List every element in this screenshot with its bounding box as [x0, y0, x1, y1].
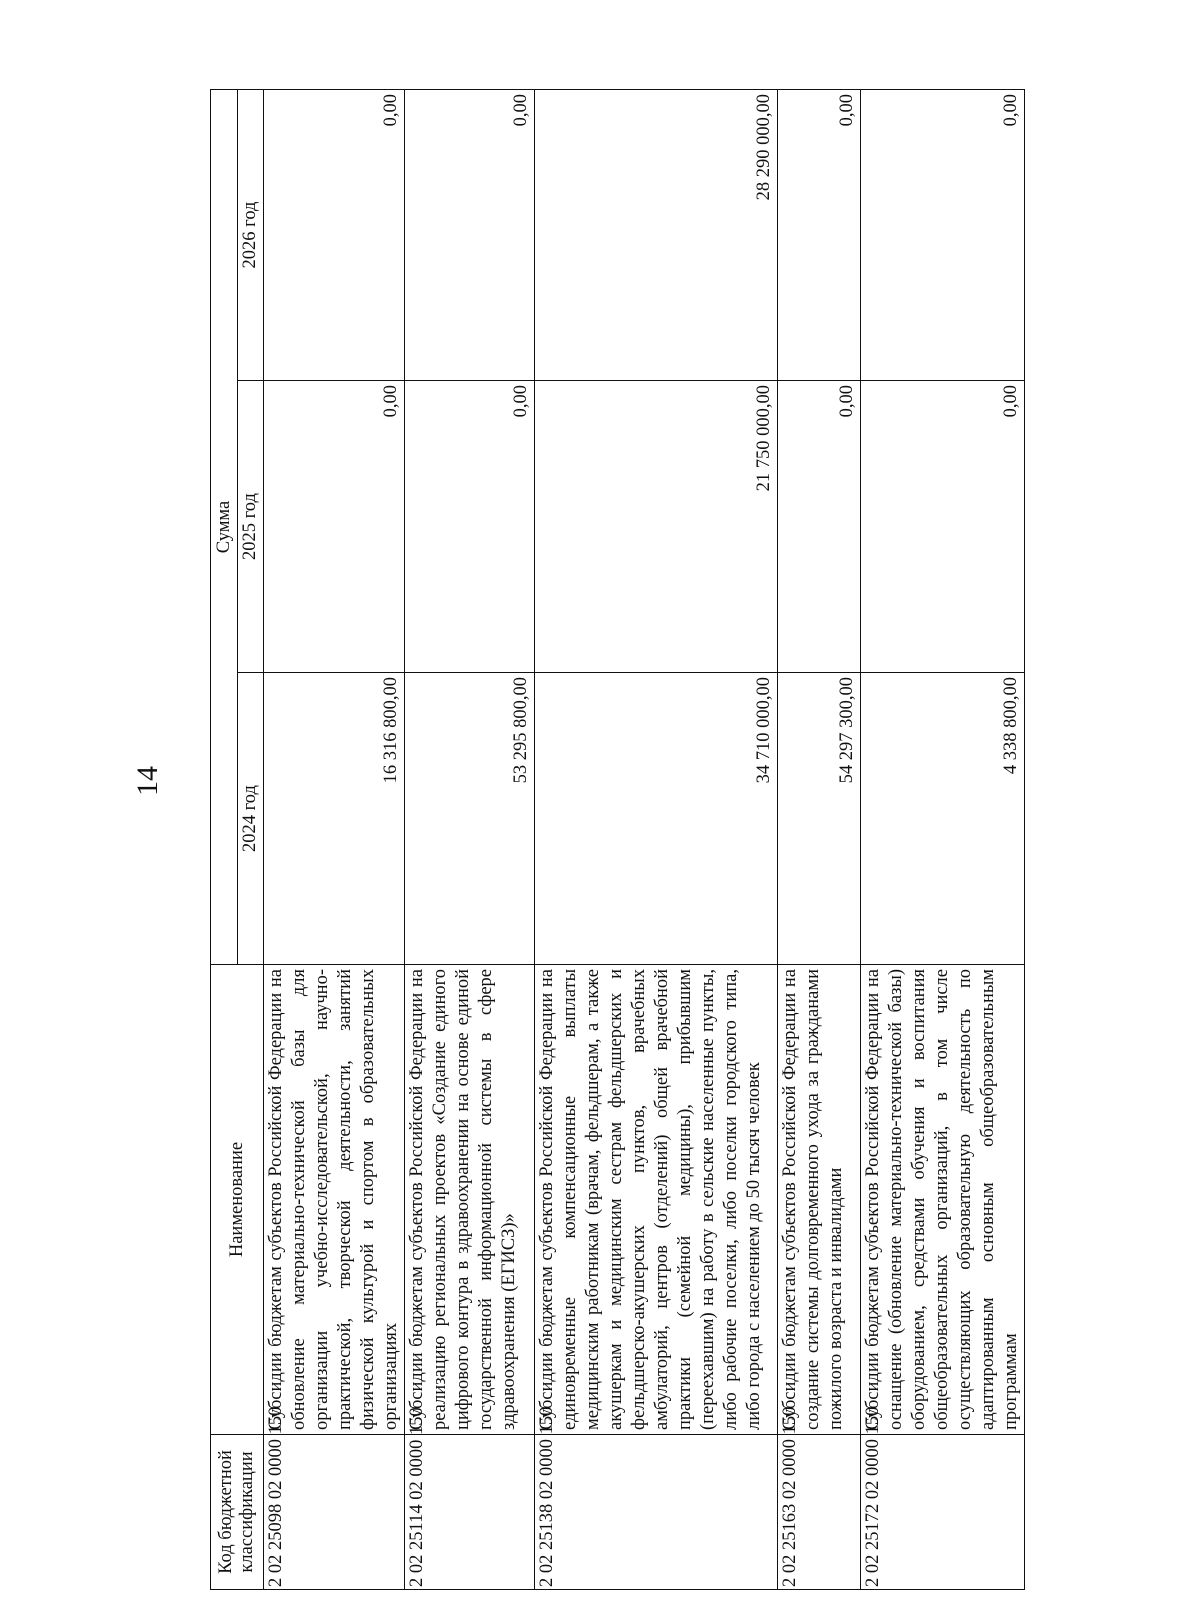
header-year-2024: 2024 год — [238, 673, 264, 965]
row-amount-2024: 34 710 000,00 — [535, 673, 778, 965]
table-row — [861, 89, 1025, 1589]
row-amount-2025: 0,00 — [405, 381, 535, 673]
row-amount-2026: 0,00 — [405, 89, 535, 380]
row-name: Субсидии бюджетам субъектов Российской Федерации на единовременные компенсационные выплаты медицинским работникам (врачам, фельдшерам, а также акушеркам и медицинским сестрам фельдшерских и фельдшерско-акушерских пунктов, врачебных амбулаторий, центров (отделений) общей врачебной практики (семейной медицины), прибывшим (переехавшим) на работу в сельские населенные пункты, либо рабочие поселки, либо поселки городского типа, либо города с населением до 50 тысяч человек — [535, 965, 778, 1435]
table-row — [535, 89, 778, 1589]
row-name: Субсидии бюджетам субъектов Российской Федерации на оснащение (обновление материально-технической базы) оборудованием, средствами обучения и воспитания общеобразовательных организаций, в том числе осуществляющих образовательную деятельность по адаптированным основным общеобразовательным программам — [861, 965, 1025, 1435]
budget-table-rotated — [210, 90, 1021, 1590]
row-amount-2025: 0,00 — [861, 381, 1025, 673]
header-code: Код бюджетной классификации — [211, 1435, 264, 1590]
row-name: Субсидии бюджетам субъектов Российской Федерации на обновление материально-технической базы для организации учебно-исследовательской, научно-практической, творческой деятельности, занятий физической культурой и спортом в образовательных организациях — [264, 965, 405, 1435]
row-code: 2 02 25098 02 0000 150 — [264, 1435, 405, 1590]
header-row-top — [211, 89, 238, 1589]
row-amount-2024: 54 297 300,00 — [778, 673, 861, 965]
row-amount-2024: 53 295 800,00 — [405, 673, 535, 965]
row-code: 2 02 25172 02 0000 150 — [861, 1435, 1025, 1590]
header-sum: Сумма — [211, 89, 238, 964]
row-amount-2026: 28 290 000,00 — [535, 89, 778, 380]
row-code: 2 02 25114 02 0000 150 — [405, 1435, 535, 1590]
row-name: Субсидии бюджетам субъектов Российской Федерации на реализацию региональных проектов «Создание единого цифрового контура в здравоохранении на основе единой государственной информационной системы в сфере здравоохранения (ЕГИСЗ)» — [405, 965, 535, 1435]
row-amount-2025: 0,00 — [778, 381, 861, 673]
row-code: 2 02 25163 02 0000 150 — [778, 1435, 861, 1590]
row-amount-2026: 0,00 — [778, 89, 861, 380]
page-number: 14 — [131, 766, 164, 796]
row-amount-2024: 16 316 800,00 — [264, 673, 405, 965]
budget-table — [210, 89, 1025, 1590]
header-year-2025: 2025 год — [238, 381, 264, 673]
row-amount-2024: 4 338 800,00 — [861, 673, 1025, 965]
row-code: 2 02 25138 02 0000 150 — [535, 1435, 778, 1590]
row-name: Субсидии бюджетам субъектов Российской Федерации на создание системы долговременного ухода за гражданами пожилого возраста и инвалидами — [778, 965, 861, 1435]
table-row — [264, 89, 405, 1589]
header-year-2026: 2026 год — [238, 89, 264, 380]
row-amount-2026: 0,00 — [264, 89, 405, 380]
row-amount-2026: 0,00 — [861, 89, 1025, 380]
table-row — [778, 89, 861, 1589]
table-row — [405, 89, 535, 1589]
header-name: Наименование — [211, 965, 264, 1435]
row-amount-2025: 0,00 — [264, 381, 405, 673]
row-amount-2025: 21 750 000,00 — [535, 381, 778, 673]
